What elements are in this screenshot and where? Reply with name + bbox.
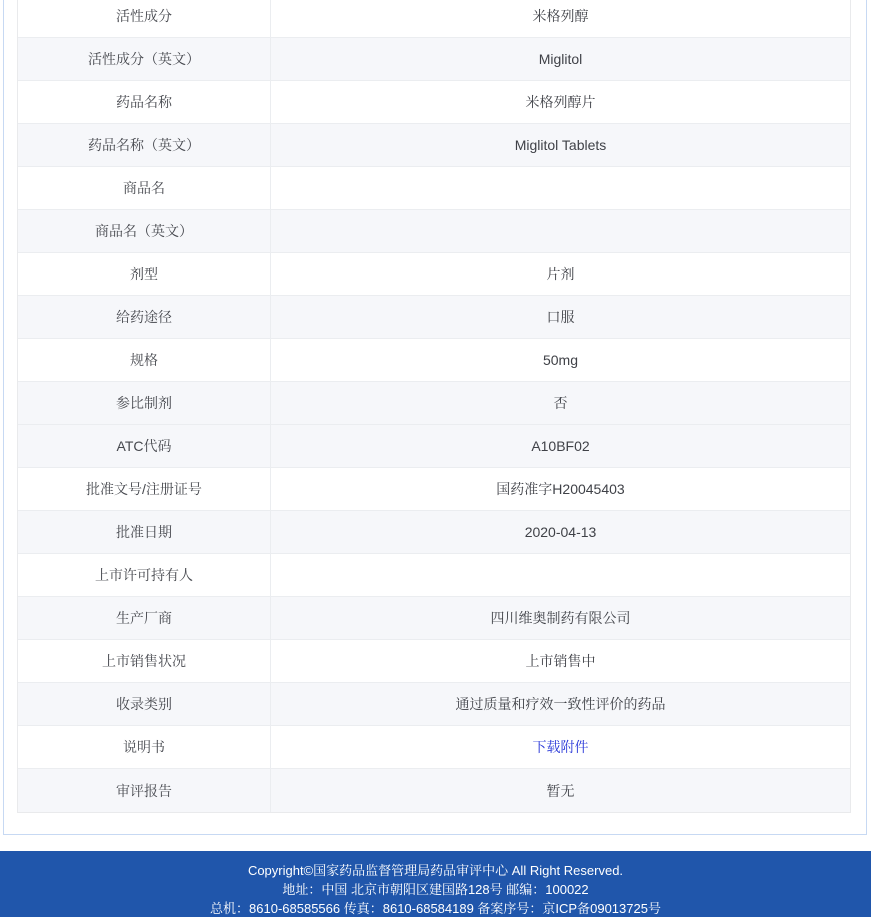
table-row — [18, 339, 850, 382]
table-row — [18, 38, 850, 81]
field-label: 给药途径 — [18, 296, 271, 338]
field-value — [271, 554, 850, 596]
table-row — [18, 683, 850, 726]
field-value: A10BF02 — [531, 438, 590, 454]
field-label: ATC代码 — [18, 425, 271, 467]
table-row — [18, 511, 850, 554]
field-label: 剂型 — [18, 253, 271, 295]
drug-info-table — [17, 0, 851, 813]
table-row — [18, 382, 850, 425]
field-value: 暂无 — [546, 782, 575, 799]
table-row — [18, 597, 850, 640]
table-row — [18, 640, 850, 683]
field-label: 药品名称（英文） — [18, 124, 271, 166]
field-value: 否 — [553, 395, 568, 411]
field-label: 商品名（英文） — [18, 210, 271, 252]
field-label: 上市销售状况 — [18, 640, 271, 682]
table-row — [18, 769, 850, 812]
table-row — [18, 554, 850, 597]
field-label: 批准日期 — [18, 511, 271, 553]
field-value — [271, 167, 850, 209]
field-label: 说明书 — [18, 726, 271, 768]
table-row — [18, 0, 850, 38]
footer-copyright: Copyright©国家药品监督管理局药品审评中心 All Right Reserved. — [247, 863, 624, 878]
field-value: 国药准字H20045403 — [496, 481, 625, 497]
content-panel — [3, 0, 867, 835]
field-value — [271, 210, 850, 252]
table-row — [18, 726, 850, 769]
field-value: 50mg — [542, 352, 579, 368]
field-label: 收录类别 — [18, 683, 271, 725]
field-value: 米格列醇 — [532, 8, 589, 24]
table-row — [18, 425, 850, 468]
table-row — [18, 167, 850, 210]
page-footer — [0, 851, 871, 917]
field-value — [271, 726, 850, 768]
table-row — [18, 296, 850, 339]
field-label: 药品名称 — [18, 81, 271, 123]
field-value: 上市销售中 — [525, 653, 596, 669]
footer-address: 地址：中国 北京市朝阳区建国路128号 邮编：100022 — [282, 882, 589, 897]
field-value: 口服 — [546, 309, 575, 325]
field-label: 批准文号/注册证号 — [18, 468, 271, 510]
field-value: 四川维奥制药有限公司 — [490, 610, 631, 626]
table-row — [18, 253, 850, 296]
table-row — [18, 81, 850, 124]
field-value: Miglitol — [538, 51, 583, 67]
field-value: 米格列醇片 — [525, 94, 596, 110]
field-value: 通过质量和疗效一致性评价的药品 — [455, 696, 666, 712]
table-row — [18, 468, 850, 511]
field-label: 活性成分（英文） — [18, 38, 271, 80]
field-value: 2020-04-13 — [524, 524, 597, 540]
field-label: 规格 — [18, 339, 271, 381]
field-label: 生产厂商 — [18, 597, 271, 639]
field-label: 参比制剂 — [18, 382, 271, 424]
field-value: Miglitol Tablets — [514, 137, 607, 153]
field-value: 片剂 — [546, 266, 575, 282]
table-row — [18, 124, 850, 167]
field-label: 审评报告 — [18, 769, 271, 812]
field-label: 活性成分 — [18, 0, 271, 37]
footer-contact: 总机：8610-68585566 传真：8610-68584189 备案序号：京ICP备09013725号 — [210, 901, 661, 916]
table-row — [18, 210, 850, 253]
download-attachment-link[interactable]: 下载附件 — [532, 739, 589, 755]
field-label: 商品名 — [18, 167, 271, 209]
field-label: 上市许可持有人 — [18, 554, 271, 596]
